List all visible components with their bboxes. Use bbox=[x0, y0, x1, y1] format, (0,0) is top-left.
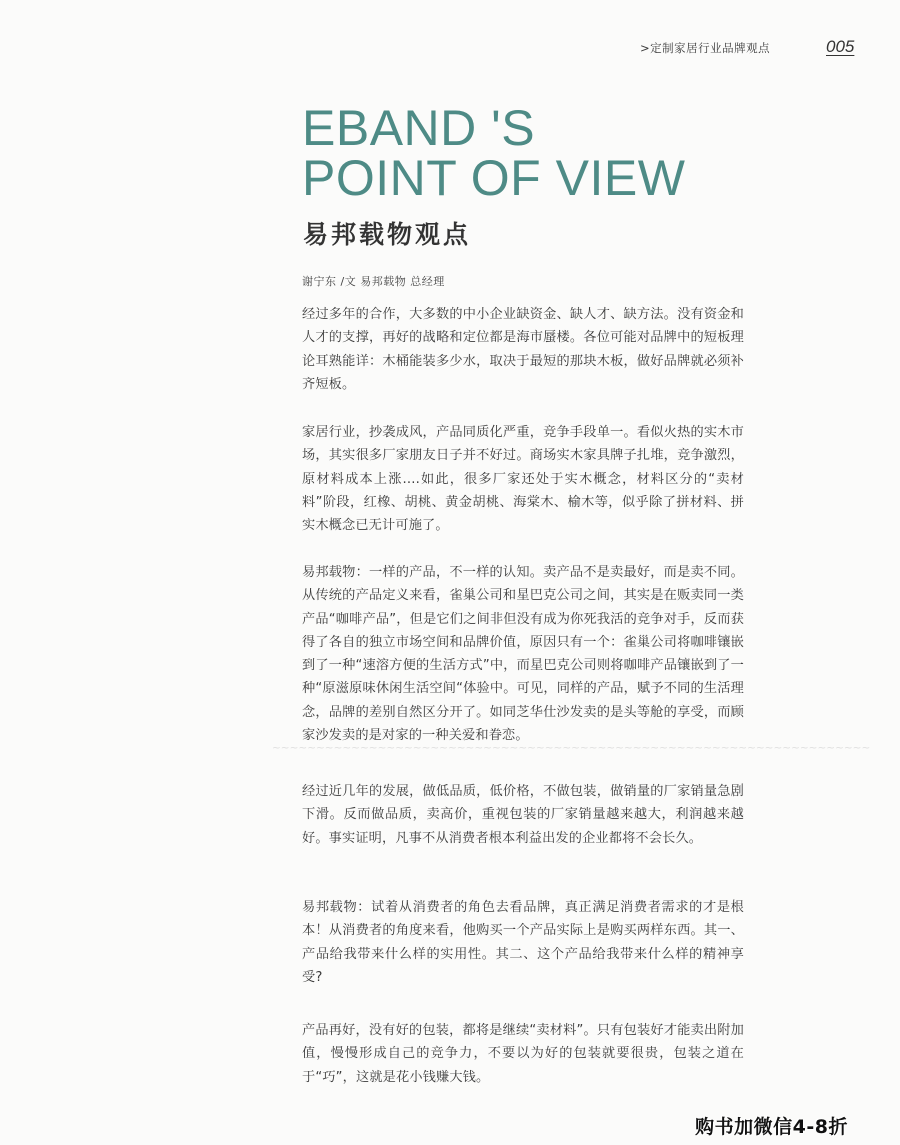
paragraph-5: 易邦载物：试着从消费者的角色去看品牌，真正满足消费者需求的才是根本！从消费者的角度来看，他购买一个产品实际上是购买两样东西。其一、产品给我带来什么样的实用性。其二、这个产品给我带来什么样的精神享受? bbox=[302, 900, 744, 985]
english-title-line-1: EBAND 'S bbox=[302, 100, 536, 156]
english-title-line-2: POINT OF VIEW bbox=[302, 150, 686, 206]
watermark-text: 购书加微信4-8折 bbox=[695, 1116, 848, 1138]
paragraph-3: 易邦载物：一样的产品，不一样的认知。卖产品不是卖最好，而是卖不同。从传统的产品定义来看，雀巢公司和星巴克公司之间，其实是在贩卖同一类产品“咖啡产品”，但是它们之间非但没有成为你死我活的竞争对手，反而获得了各自的独立市场空间和品牌价值，原因只有一个：雀巢公司将咖啡镶嵌到了一种“速溶方便的生活方式”中，而星巴克公司则将咖啡产品镶嵌到了一种“原滋原味休闲生活空间“体验中。可见，同样的产品，赋予不同的生活理念，品牌的差别自然区分开了。如同芝华仕沙发卖的是头等舱的享受，而顾家沙发卖的是对家的一种关爱和眷恋。 bbox=[302, 565, 744, 744]
bleed-through-texture: ~~~~~~~~~~~~~~~~~~~~~~~~~~~~~~~~~~~~~~~~~~~~~~~~~~~~~~~~~~~~~~~~~~~~ bbox=[272, 742, 871, 754]
section-label: >定制家居行业品牌观点 bbox=[640, 41, 771, 55]
page-number: 005 bbox=[826, 37, 855, 56]
chinese-title: 易邦载物观点 bbox=[303, 220, 472, 249]
paragraph-4: 经过近几年的发展，做低品质，低价格，不做包装，做销量的厂家销量急剧下滑。反而做品质，卖高价，重视包装的厂家销量越来越大，利润越来越好。事实证明，凡事不从消费者根本利益出发的企业都将不会长久。 bbox=[302, 784, 744, 846]
paragraph-1: 经过多年的合作，大多数的中小企业缺资金、缺人才、缺方法。没有资金和人才的支撑，再好的战略和定位都是海市蜃楼。各位可能对品牌中的短板理论耳熟能详：木桶能装多少水，取决于最短的那块木板，做好品牌就必须补齐短板。 bbox=[302, 307, 744, 392]
paragraph-6: 产品再好，没有好的包装，都将是继续“卖材料”。只有包装好才能卖出附加值，慢慢形成自己的竞争力，不要以为好的包装就要很贵，包装之道在于“巧”，这就是花小钱赚大钱。 bbox=[302, 1023, 744, 1085]
english-title bbox=[302, 100, 686, 206]
byline: 谢宁东 /文 易邦载物 总经理 bbox=[302, 275, 445, 288]
paragraph-2: 家居行业，抄袭成风，产品同质化严重，竞争手段单一。看似火热的实木市场，其实很多厂家朋友日子并不好过。商场实木家具牌子扎堆，竞争激烈，原材料成本上涨....如此，很多厂家还处于实木概念，材料区分的“卖材料”阶段，红橡、胡桃、黄金胡桃、海棠木、榆木等，似乎除了拼材料、拼实木概念已无计可施了。 bbox=[302, 425, 744, 534]
